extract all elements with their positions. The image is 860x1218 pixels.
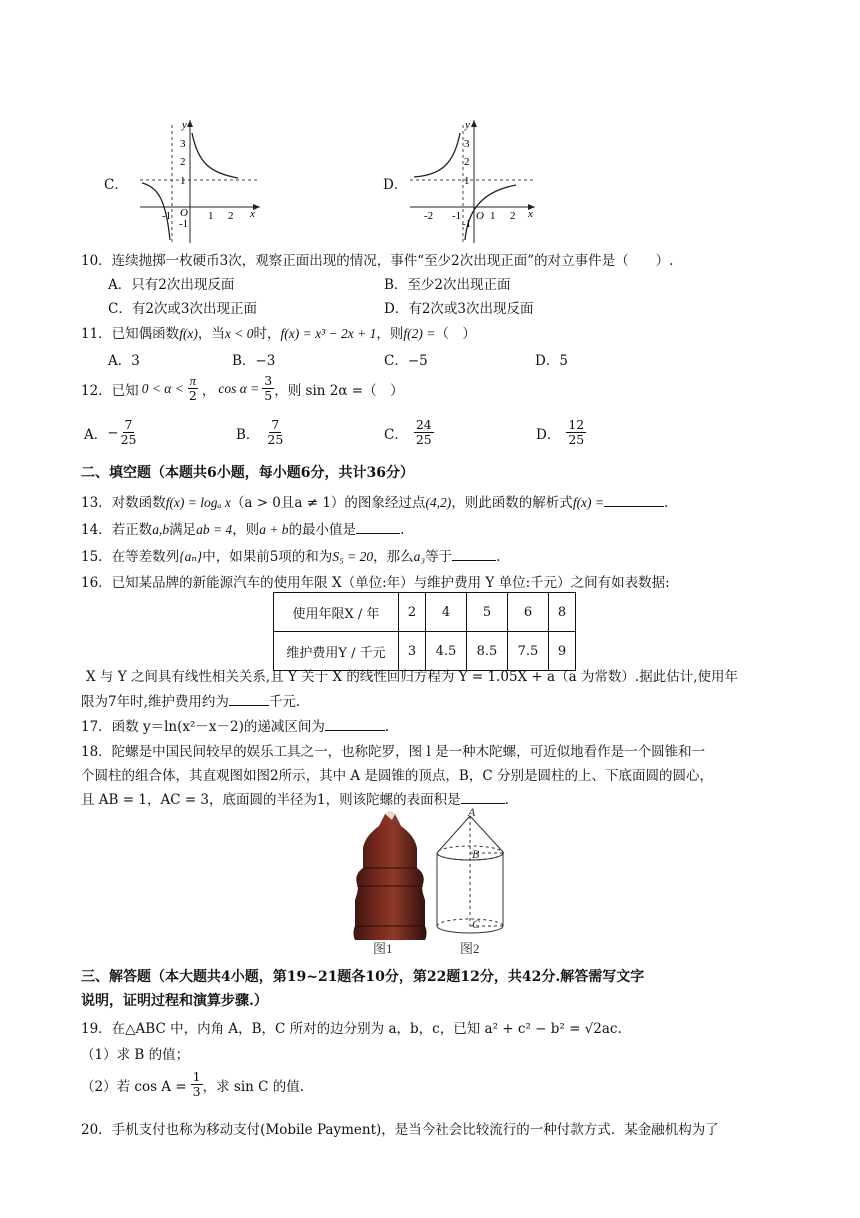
graph-c-xtick-neg1: -1: [162, 210, 172, 222]
q14-mid: 满足: [169, 522, 197, 538]
q11-ask: f(2) =: [403, 326, 436, 341]
q18-label-c: C: [472, 917, 481, 931]
graph-d-xtick-2: 2: [510, 210, 516, 222]
graph-c-origin: O: [180, 207, 188, 219]
table-cell: 7.5: [508, 632, 549, 671]
q13-stem: [81, 491, 668, 511]
q14-answer-blank[interactable]: [356, 519, 400, 534]
q13-prefix: 13．对数函数: [81, 495, 166, 511]
q12-a-num: 7: [124, 417, 133, 432]
q12-c-label: C．: [384, 426, 408, 443]
q14-prefix: 14．若正数: [81, 522, 153, 538]
q11-cond: x < 0: [224, 326, 254, 341]
q16-line2: [81, 690, 300, 710]
q11-fx: f(x): [179, 326, 198, 341]
graph-d-xtick-neg2: -2: [424, 210, 434, 222]
q9-option-d-label: D．: [383, 177, 408, 193]
q14-end: .: [400, 522, 405, 538]
q10-option-c: C．有2次或3次出现正面: [108, 301, 258, 317]
q12-b-frac: [265, 418, 285, 447]
q12-b-num: 7: [271, 417, 280, 432]
q12-b-label: B．: [236, 426, 260, 443]
q11-mid1: ，当: [197, 326, 225, 342]
q17-prefix: 17．函数 y＝ln(x²－x－2)的递减区间为: [81, 719, 325, 735]
graph-d-x-label: x: [528, 208, 533, 220]
q12-d-frac: [566, 418, 586, 447]
q11-mid3: ，则: [376, 326, 404, 342]
q14-suffix: 的最小值是: [288, 522, 357, 538]
q9-option-c-label: C．: [104, 177, 128, 193]
q12-stem: 12．已知 0 < α < $\frac{\pi}{2}$ ， cos α = $\frac{3}{5}$ ，则 sin 2α =（ ）: [81, 373, 404, 403]
q16-stem: 16．已知某品牌的新能源汽车的使用年限 X（单位:年）与维护费用 Y 单位:千元）之间有如表数据:: [81, 575, 670, 591]
section-3-heading-line1: 三、解答题（本大题共4小题，第19~21题各10分，第22题12分，共42分.解答需写文字: [81, 969, 645, 985]
q12-a-den: 25: [120, 432, 137, 447]
graph-c-tick-1: 1: [180, 175, 186, 187]
q18-figure2-diagram: [432, 808, 542, 956]
table-cell: 6: [508, 593, 549, 632]
q12-ask: ，则 sin 2α =（ ）: [274, 382, 404, 399]
q16-line1: X 与 Y 之间具有线性相关关系,且 Y 关于 X 的线性回归方程为 Y = 1.05X + a（a 为常数）.据此估计,使用年: [86, 669, 739, 685]
graph-d-tick-neg1: -1: [462, 218, 472, 230]
q15-prefix: 15．在等差数列: [81, 549, 180, 565]
q11-suffix: （ ）: [435, 326, 476, 342]
q11-prefix: 11．已知偶函数: [81, 326, 180, 342]
q12-option-c: [384, 418, 434, 447]
q14-vars: a,b: [152, 522, 170, 537]
q14-cond: ab = 4: [196, 522, 233, 537]
graph-c-xtick-2: 2: [228, 210, 234, 222]
q12-b-den: 25: [267, 432, 284, 447]
q18-line2: 个圆柱的组合体，其直观图如图2所示，其中 A 是圆锥的顶点，B，C 分别是圆柱的上、下底面圆的圆心，: [81, 768, 713, 784]
q13-answer-blank[interactable]: [604, 492, 664, 507]
q10-option-d: D．有2次或3次出现反面: [384, 301, 534, 317]
q12-cond: 0 < α <: [141, 380, 184, 396]
graph-d-xtick-1: 1: [490, 210, 496, 222]
q12-d-den: 25: [568, 432, 585, 447]
graph-c-x-label: x: [250, 208, 255, 220]
q19-p2-num: 1: [192, 1069, 201, 1084]
q16-answer-blank[interactable]: [229, 691, 269, 706]
q12-cos-frac: [262, 374, 274, 403]
q10-stem: 10．连续抛掷一枚硬币3次，观察正面出现的情况，事件“至少2次出现正面”的对立事件是（ ）.: [81, 253, 674, 269]
q12-a-frac: [119, 418, 139, 447]
q16-row1-header: 使用年限X / 年: [274, 593, 399, 632]
table-cell: 8: [549, 593, 576, 632]
q15-suffix: 等于: [425, 549, 453, 565]
q18-line3: [81, 788, 509, 808]
q12-cos: cos α =: [218, 380, 260, 396]
q19-p2-suffix: ，求 sin C 的值.: [202, 1078, 305, 1095]
q12-pi-num: π: [189, 374, 196, 388]
q13-end: .: [664, 495, 669, 511]
q12-c-frac: [414, 418, 434, 447]
table-cell: 9: [549, 632, 576, 671]
graph-d-xtick-neg1: -1: [452, 210, 462, 222]
table-cell: 3: [399, 632, 426, 671]
q18-line3-prefix: 且 AB = 1，AC = 3，底面圆的半径为1，则该陀螺的表面积是: [81, 792, 461, 808]
q19-stem: 19．在△ABC 中，内角 A，B，C 所对的边分别为 a，b，c，已知 a² + c² − b² = √2ac.: [81, 1021, 622, 1037]
q13-func: f(x) = logₐ x: [165, 495, 231, 510]
q15-mid2: ，那么: [373, 549, 414, 565]
q11-stem: [81, 322, 476, 342]
q12-cos-num: 3: [264, 373, 273, 388]
q19-part1: （1）求 B 的值；: [81, 1047, 190, 1063]
graph-d-origin: O: [476, 210, 484, 222]
q18-fig2-caption: 图2: [460, 941, 480, 956]
q18-answer-blank[interactable]: [461, 789, 505, 804]
q11-expr: f(x) = x³ − 2x + 1: [280, 326, 377, 341]
q13-suffix: ，则此函数的解析式: [451, 495, 573, 511]
table-cell: 4: [426, 593, 467, 632]
q12-c-num: 24: [415, 417, 432, 432]
q12-d-num: 12: [568, 417, 585, 432]
table-cell: 4.5: [426, 632, 467, 671]
q12-prefix: 12．已知: [81, 382, 139, 399]
q11-option-d: D．5: [535, 353, 568, 369]
q14-stem: [81, 518, 404, 538]
graph-c-tick-2: 2: [180, 156, 186, 168]
q15-seq: {aₙ}: [179, 549, 203, 564]
graph-d-tick-2: 2: [464, 156, 470, 168]
graph-c-xtick-1: 1: [208, 210, 214, 222]
table-cell: 8.5: [467, 632, 508, 671]
q14-mid2: ，则: [232, 522, 260, 538]
q9-graph-d: [410, 115, 540, 245]
section-2-heading: 二、填空题（本题共6小题，每小题6分，共计36分）: [81, 465, 414, 481]
q20-line1: 20．手机支付也称为移动支付(Mobile Payment)，是当今社会比较流行的一种付款方式．某金融机构为了: [81, 1122, 719, 1138]
q15-answer-blank[interactable]: [452, 546, 496, 561]
q18-label-a: A: [468, 808, 476, 819]
q11-option-a: A．3: [108, 353, 140, 369]
q17-stem: [81, 715, 389, 735]
table-cell: 5: [467, 593, 508, 632]
q10-option-b: B．至少2次出现正面: [384, 277, 511, 293]
q18-figure1-wooden-top: [345, 808, 435, 956]
q16-line2-suffix: 千元.: [268, 694, 301, 710]
q16-data-table: [273, 592, 576, 671]
q12-d-label: D．: [536, 426, 561, 443]
graph-d-tick-3: 3: [464, 138, 470, 150]
q15-term: a₃: [413, 549, 426, 564]
q18-line1: 18．陀螺是中国民间较早的娱乐工具之一，也称陀罗，图 l 是一种木陀螺，可近似地看作是一个圆锥和一: [81, 744, 706, 760]
table-cell: 2: [399, 593, 426, 632]
q12-a-sign: −: [107, 424, 119, 441]
graph-c-tick-neg1: -1: [179, 218, 189, 230]
q12-option-a: [84, 418, 138, 447]
q13-cond: （a > 0且a ≠ 1）的图象经过点: [230, 495, 426, 511]
q18-label-b: B: [472, 847, 480, 861]
q11-mid2: 时，: [253, 326, 281, 342]
q12-option-d: [536, 418, 586, 447]
q15-sum: S₅ = 20: [332, 549, 374, 564]
q12-cos-den: 5: [264, 388, 273, 403]
q12-a-label: A．: [84, 426, 108, 443]
section-3-heading-line2: 说明，证明过程和演算步骤.）: [81, 993, 268, 1009]
q19-p2-frac: [191, 1070, 203, 1099]
q13-point: (4,2): [425, 495, 452, 510]
q18-line3-end: .: [504, 792, 509, 808]
q12-option-b: [236, 418, 285, 447]
q15-mid: 中，如果前5项的和为: [202, 549, 333, 565]
graph-c-tick-3: 3: [180, 138, 186, 150]
q19-p2-den: 3: [192, 1084, 201, 1099]
graph-d-tick-1: 1: [464, 175, 470, 187]
q19-p2-prefix: （2）若 cos A =: [81, 1078, 187, 1095]
q17-answer-blank[interactable]: [325, 716, 385, 731]
q12-c-den: 25: [415, 432, 432, 447]
q9-graph-c: [140, 115, 270, 245]
q10-option-a: A．只有2次出现反面: [108, 277, 235, 293]
q11-option-b: B．−3: [232, 353, 276, 369]
q17-end: .: [384, 719, 390, 735]
q15-end: .: [496, 549, 501, 565]
q16-line2-prefix: 限为7年时,维护费用约为: [81, 694, 229, 710]
graph-c-y-label: y: [182, 119, 187, 131]
q14-expr: a + b: [259, 522, 289, 537]
q16-row2-header: 维护费用Y / 千元: [274, 632, 399, 671]
q18-fig1-caption: 图1: [373, 941, 393, 956]
q12-pi-frac: [187, 374, 199, 403]
q12-pi-den: 2: [188, 388, 197, 403]
q19-part2: [81, 1070, 304, 1099]
graph-d-y-label: y: [465, 119, 470, 131]
q13-ask: f(x) =: [572, 495, 605, 510]
q16-table-row-years: [274, 593, 576, 632]
q11-option-c: C．−5: [384, 353, 428, 369]
q15-stem: [81, 545, 500, 565]
